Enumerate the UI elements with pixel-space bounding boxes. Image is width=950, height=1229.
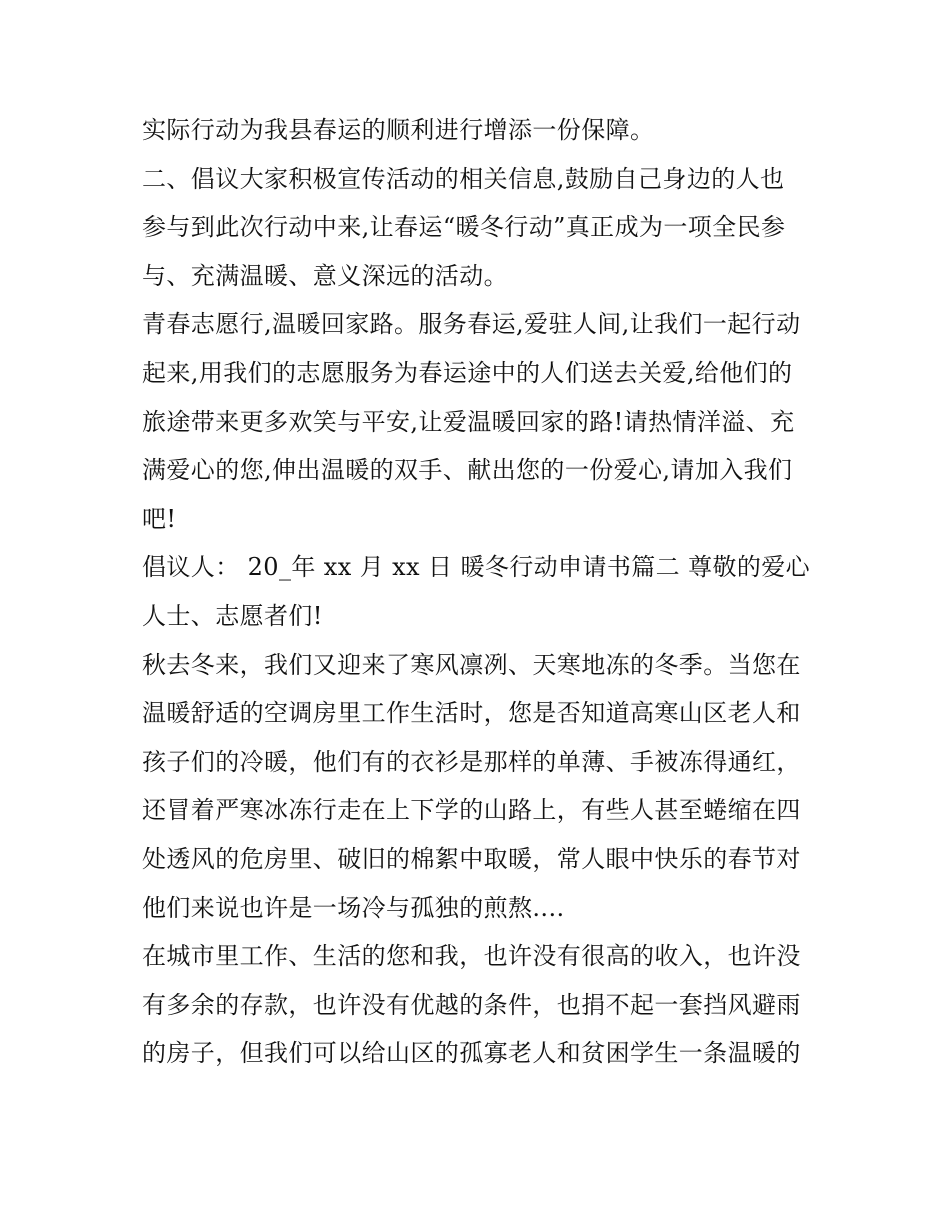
text-line: 孩子们的冷暖，他们有的衣衫是那样的单薄、手被冻得通红， xyxy=(142,747,801,776)
text-line: 在城市里工作、生活的您和我，也许没有很高的收入，也许没 xyxy=(142,942,801,971)
text-line: 还冒着严寒冰冻行走在上下学的山路上，有些人甚至蜷缩在四 xyxy=(142,796,801,825)
text-line: 人士、志愿者们! xyxy=(142,601,323,630)
text-line: 温暖舒适的空调房里工作生活时，您是否知道高寒山区老人和 xyxy=(142,699,801,728)
text-line: 秋去冬来，我们又迎来了寒风凛冽、天寒地冻的冬季。当您在 xyxy=(142,650,801,679)
text-line: 二、倡议大家积极宣传活动的相关信息,鼓励自己身边的人也 xyxy=(142,164,785,193)
text-line: 与、充满温暖、意义深远的活动。 xyxy=(142,261,508,290)
document-body xyxy=(142,106,822,1078)
text-line: 他们来说也许是一场冷与孤独的煎熬.... xyxy=(142,893,565,922)
text-line: 起来,用我们的志愿服务为春运途中的人们送去关爱,给他们的 xyxy=(142,358,793,387)
text-line: 参与到此次行动中来,让春运“暖冬行动”真正成为一项全民参 xyxy=(142,213,786,242)
text-line: 旅途带来更多欢笑与平安,让爱温暖回家的路!请热情洋溢、充 xyxy=(142,407,795,436)
text-line: 吧! xyxy=(142,504,177,533)
text-line: 满爱心的您,伸出温暖的双手、献出您的一份爱心,请加入我们 xyxy=(142,456,793,485)
text-line: 倡议人： 20_年 xx 月 xx 日 暖冬行动申请书篇二 尊敬的爱心 xyxy=(142,553,811,582)
text-line: 有多余的存款，也许没有优越的条件，也捐不起一套挡风避雨 xyxy=(142,990,801,1019)
text-line: 处透风的危房里、破旧的棉絮中取暖，常人眼中快乐的春节对 xyxy=(142,844,801,873)
text-line: 的房子，但我们可以给山区的孤寡老人和贫困学生一条温暖的 xyxy=(142,1039,801,1068)
text-line: 青春志愿行,温暖回家路。服务春运,爱驻人间,让我们一起行动 xyxy=(142,310,801,339)
text-line: 实际行动为我县春运的顺利进行增添一份保障。 xyxy=(142,116,655,144)
